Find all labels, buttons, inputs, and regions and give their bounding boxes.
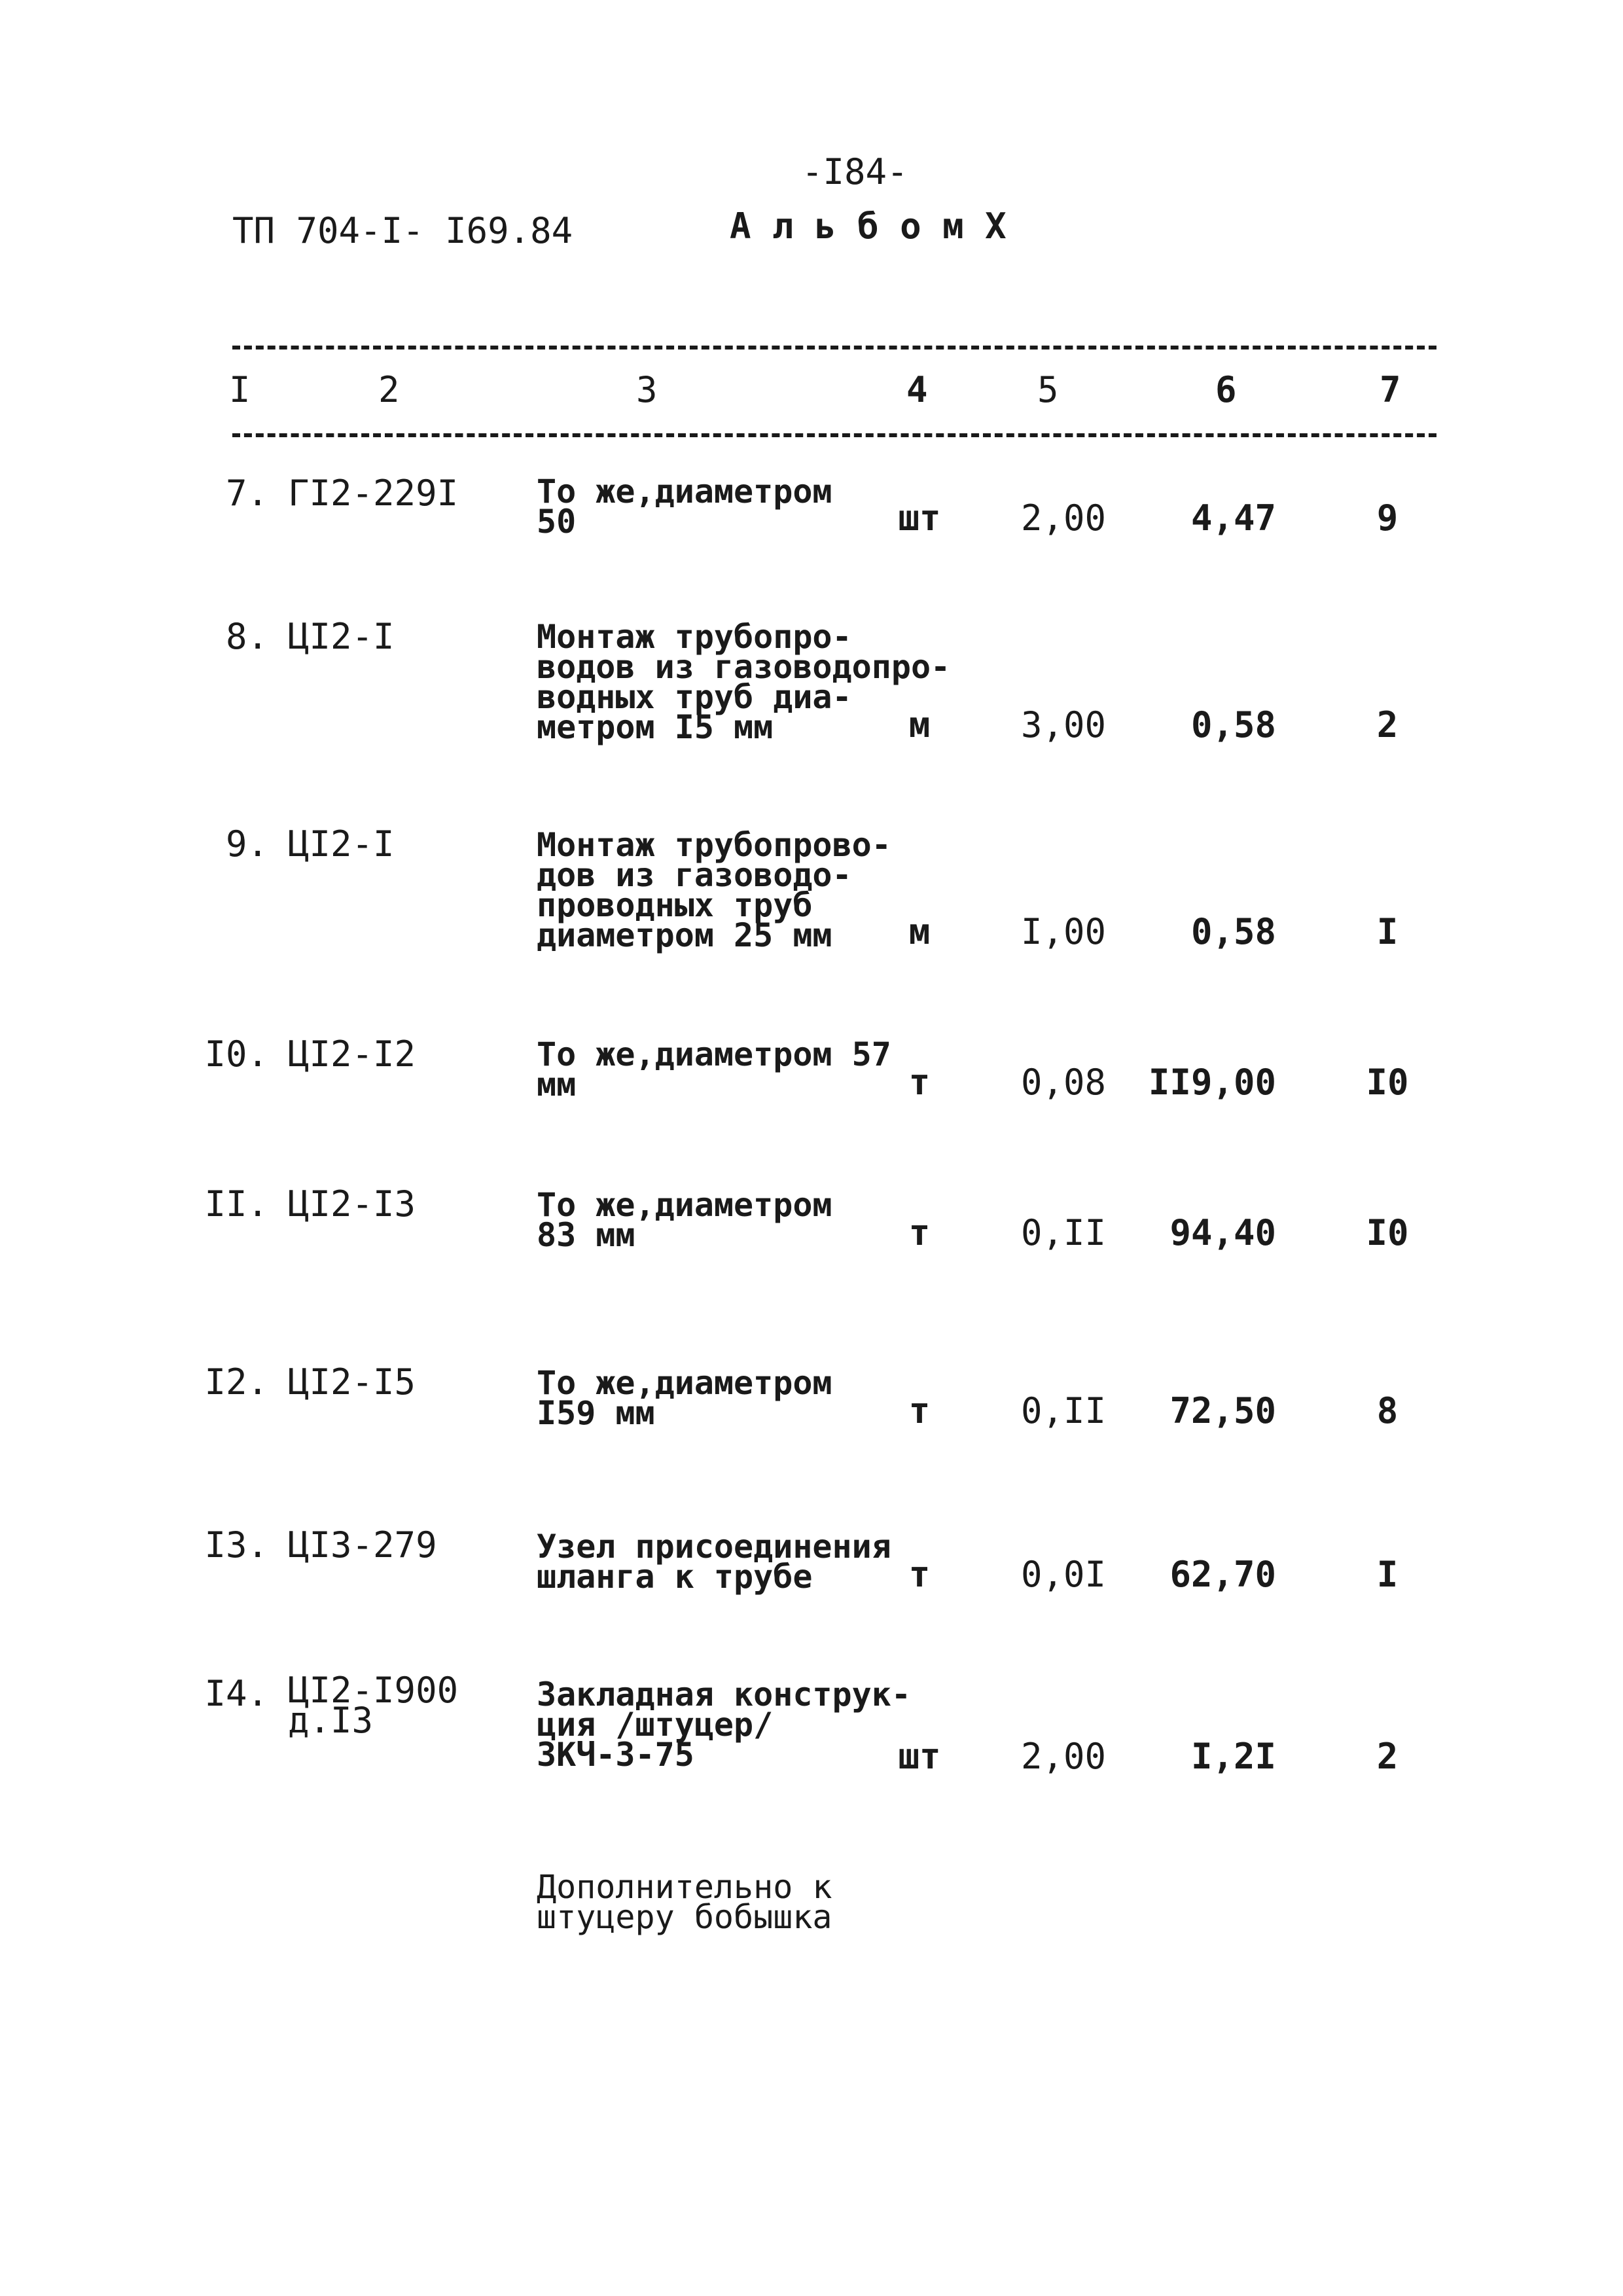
row-number: 8. bbox=[225, 616, 268, 657]
row-description bbox=[537, 1035, 891, 1103]
description-line: То же,диаметром bbox=[537, 1186, 832, 1224]
row-col7: I bbox=[1376, 911, 1399, 952]
description-line: Монтаж трубопро- bbox=[537, 618, 852, 656]
row-price: I,2I bbox=[1190, 1736, 1276, 1777]
description-line: 50 bbox=[537, 503, 577, 541]
row-col7: 8 bbox=[1376, 1390, 1399, 1431]
description-line: То же,диаметром bbox=[537, 473, 832, 511]
row-code: ГI2-229I bbox=[288, 473, 459, 514]
row-number: I2. bbox=[204, 1361, 268, 1403]
column-header-5: 5 bbox=[1037, 369, 1059, 410]
row-description bbox=[537, 1528, 891, 1596]
description-line: Монтаж трубопрово- bbox=[537, 826, 891, 864]
column-header-4: 4 bbox=[906, 369, 928, 410]
row-description bbox=[537, 1364, 832, 1432]
row-price: 0,58 bbox=[1190, 911, 1276, 952]
row-number: I0. bbox=[204, 1033, 268, 1075]
description-line: Узел присоединения bbox=[537, 1528, 891, 1566]
row-code: ЦI2-I5 bbox=[288, 1361, 416, 1403]
page-number: -I84- bbox=[802, 151, 908, 192]
row-quantity: 2,00 bbox=[1020, 1736, 1106, 1777]
row-unit: т bbox=[908, 1390, 931, 1431]
column-header-2: 2 bbox=[378, 369, 400, 410]
description-line: мм bbox=[537, 1066, 577, 1103]
row-price: 0,58 bbox=[1190, 704, 1276, 745]
row-code bbox=[288, 1670, 459, 1741]
row-col7: 9 bbox=[1376, 497, 1399, 539]
column-header-6: 6 bbox=[1215, 369, 1237, 410]
row-description bbox=[537, 1186, 832, 1254]
row-description bbox=[537, 618, 951, 746]
row-price: 72,50 bbox=[1169, 1390, 1276, 1431]
row-unit: т bbox=[908, 1062, 931, 1103]
row-unit: шт bbox=[898, 497, 941, 539]
description-line: То же,диаметром 57 bbox=[537, 1035, 891, 1073]
row-quantity: 2,00 bbox=[1020, 497, 1106, 539]
row-col7: I0 bbox=[1366, 1062, 1409, 1103]
row-code: ЦI2-I2 bbox=[288, 1033, 416, 1075]
description-line: 3КЧ-3-75 bbox=[537, 1736, 694, 1774]
description-line: Закладная конструк- bbox=[537, 1676, 911, 1713]
column-header-3: 3 bbox=[636, 369, 658, 410]
row-code: ЦI2-I bbox=[288, 616, 395, 657]
row-number: 7. bbox=[225, 473, 268, 514]
description-line: проводных труб bbox=[537, 886, 813, 924]
header-rule-bottom bbox=[232, 433, 1436, 437]
code-line: д.I3 bbox=[288, 1700, 374, 1741]
row-quantity: 0,08 bbox=[1020, 1062, 1106, 1103]
row-description bbox=[537, 826, 891, 954]
row-col7: 2 bbox=[1376, 1736, 1399, 1777]
row-code: ЦI2-I bbox=[288, 823, 395, 865]
row-code: ЦI3-279 bbox=[288, 1524, 437, 1566]
row-quantity: 3,00 bbox=[1020, 704, 1106, 745]
description-line: водных труб диа- bbox=[537, 678, 852, 716]
description-line: водов из газоводопро- bbox=[537, 648, 951, 686]
row-unit: м bbox=[908, 911, 931, 952]
row-code: ЦI2-I3 bbox=[288, 1183, 416, 1225]
row-unit: т bbox=[908, 1212, 931, 1253]
description-line: дов из газоводо- bbox=[537, 856, 852, 894]
description-line: 83 мм bbox=[537, 1216, 635, 1254]
row-number: 9. bbox=[225, 823, 268, 865]
row-unit: м bbox=[908, 704, 931, 745]
note-line: штуцеру бобышка bbox=[537, 1898, 832, 1936]
row-col7: 2 bbox=[1376, 704, 1399, 745]
row-price: 4,47 bbox=[1190, 497, 1276, 539]
header-rule-top bbox=[232, 346, 1436, 350]
description-line: метром I5 мм bbox=[537, 708, 774, 746]
row-price: 62,70 bbox=[1169, 1554, 1276, 1595]
description-line: I59 мм bbox=[537, 1394, 655, 1432]
row-col7: I0 bbox=[1366, 1212, 1409, 1253]
row-number: II. bbox=[204, 1183, 268, 1225]
description-line: диаметром 25 мм bbox=[537, 916, 832, 954]
row-quantity: 0,II bbox=[1020, 1390, 1106, 1431]
row-price: II9,00 bbox=[1148, 1062, 1276, 1103]
row-description bbox=[537, 1676, 911, 1774]
row-unit: шт bbox=[898, 1736, 941, 1777]
album-title: А л ь б о м X bbox=[730, 206, 1007, 247]
description-line: То же,диаметром bbox=[537, 1364, 832, 1402]
row-quantity: I,00 bbox=[1020, 911, 1106, 952]
column-header-7: 7 bbox=[1380, 369, 1401, 410]
row-quantity: 0,0I bbox=[1020, 1554, 1106, 1595]
description-line: шланга к трубе bbox=[537, 1558, 813, 1596]
row-number: I4. bbox=[204, 1673, 268, 1714]
row-col7: I bbox=[1376, 1554, 1399, 1595]
column-header-1: I bbox=[229, 369, 251, 410]
row-quantity: 0,II bbox=[1020, 1212, 1106, 1253]
row-unit: т bbox=[908, 1554, 931, 1595]
note-line: Дополнительно к bbox=[537, 1868, 832, 1906]
code-line: ЦI2-I900 bbox=[288, 1670, 459, 1711]
additional-note bbox=[537, 1868, 832, 1936]
row-description bbox=[537, 473, 832, 541]
row-price: 94,40 bbox=[1169, 1212, 1276, 1253]
description-line: ция /штуцер/ bbox=[537, 1706, 774, 1744]
row-number: I3. bbox=[204, 1524, 268, 1566]
document-code: ТП 704-I- I69.84 bbox=[232, 210, 573, 251]
